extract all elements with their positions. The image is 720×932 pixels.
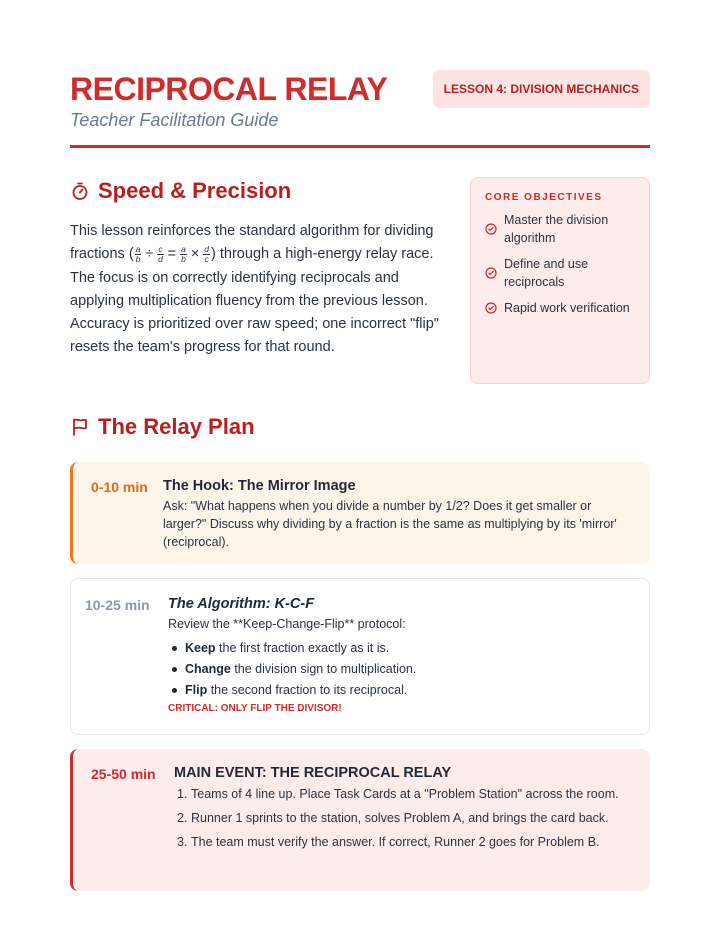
main-event-body [174,765,632,857]
objective-item [485,299,635,317]
time-label: 10-25 min [85,597,150,613]
check-circle-icon [485,267,497,279]
objective-text: Master the division algorithm [504,213,609,245]
fraction-4: $\frac{d}{c}$ [204,243,210,264]
page-title: RECIPROCAL RELAY [70,71,388,107]
kcf-step: Flip the second fraction to its reciprocal. [168,681,631,699]
hook-body [163,478,632,551]
kcf-step: Change the division sign to multiplication. [168,660,631,678]
algorithm-card [70,578,650,735]
check-circle-icon [485,223,497,235]
fraction-2: $\frac{c}{d}$ [158,243,163,264]
core-objectives-panel [470,177,650,384]
hook-text: Ask: "What happens when you divide a number by 1/2? Does it get smaller or larger?" Discuss why dividing by a fraction is the same as multiplying by its 'mirror' (reciprocal). [163,499,617,549]
plan-heading [70,414,255,440]
kcf-steps-list [168,639,631,699]
fraction-1: $\frac{a}{b}$ [135,243,141,264]
fraction-3: $\frac{a}{b}$ [181,243,186,264]
check-circle-icon [485,302,497,314]
stopwatch-icon [70,181,90,201]
flag-icon [70,417,90,437]
intro-paragraph [70,220,452,360]
algorithm-intro: Review the **Keep-Change-Flip** protocol: [168,617,406,631]
objective-text: Rapid work verification [504,301,630,315]
objectives-list [485,211,635,317]
hook-title: The Hook: The Mirror Image [163,478,356,494]
plan-heading-label: The Relay Plan [98,414,255,439]
intro-heading [70,178,291,204]
objective-text: Define and use reciprocals [504,257,589,289]
intro-heading-label: Speed & Precision [98,178,292,203]
divide-sign: ÷ [145,246,154,263]
intro-text-start: This lesson reinforces the standard algorithm for dividing fractions ( [70,223,434,263]
time-label: 0-10 min [91,479,148,495]
page-subtitle: Teacher Facilitation Guide [70,110,279,130]
relay-step: 3. The team must verify the answer. If correct, Runner 2 goes for Problem B. [177,835,600,849]
relay-step: 2. Runner 1 sprints to the station, solves Problem A, and brings the card back. [177,811,609,825]
intro-text-end: ) through a high-energy relay race. The focus is on correctly identifying reciprocals and applying multiplication fluency from the previous lesson. Accuracy is prioritized over raw speed; one incorrect "flip" resets the team's progress for that round. [70,246,439,356]
time-label: 25-50 min [91,766,156,782]
times-sign: × [190,246,200,263]
kcf-step: Keep the first fraction exactly as it is. [168,639,631,657]
objectives-title: CORE OBJECTIVES [485,192,603,203]
main-event-title: MAIN EVENT: THE RECIPROCAL RELAY [174,765,452,781]
critical-note: CRITICAL: ONLY FLIP THE DIVISOR! [168,703,342,714]
page-header [70,70,650,131]
header-divider [70,145,650,148]
division-formula [134,243,211,264]
relay-step: 1. Teams of 4 line up. Place Task Cards at a "Problem Station" across the room. [177,787,619,801]
equals-sign: = [167,246,177,263]
hook-card [70,462,650,564]
main-event-card [70,749,650,891]
algorithm-body [168,596,631,714]
objective-item [485,255,635,291]
lesson-badge: LESSON 4: DIVISION MECHANICS [433,70,650,108]
algorithm-title: The Algorithm: K-C-F [168,596,315,612]
objective-item [485,211,635,247]
relay-steps-list [174,785,632,851]
